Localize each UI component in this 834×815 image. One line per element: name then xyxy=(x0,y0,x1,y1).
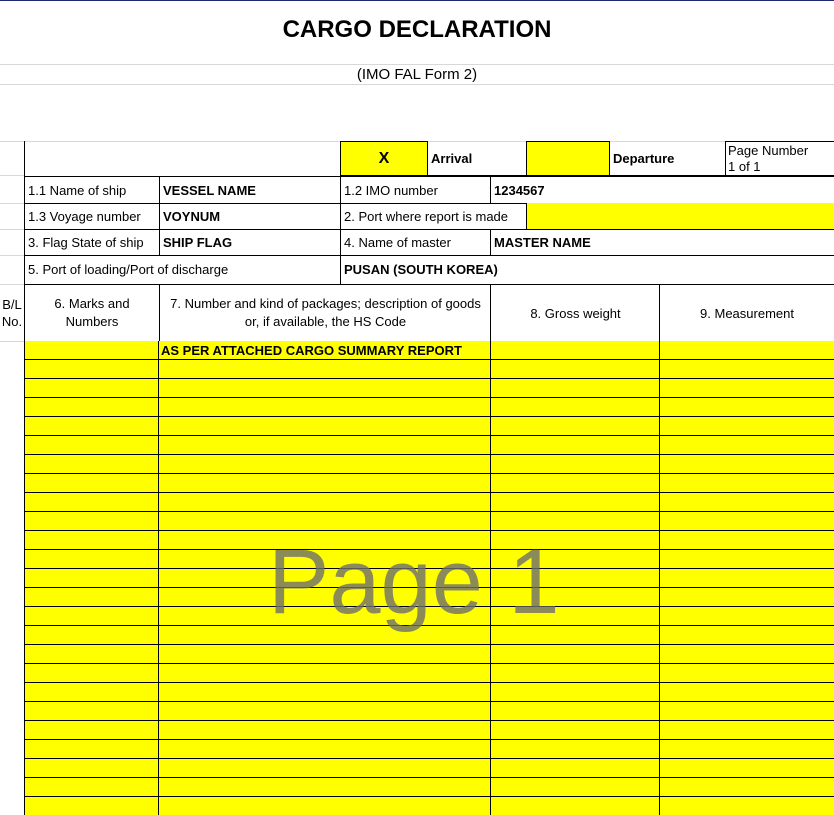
table-row[interactable] xyxy=(24,740,834,759)
marks-numbers-header xyxy=(24,284,159,342)
gridline xyxy=(0,64,834,65)
table-row[interactable] xyxy=(24,702,834,721)
table-row[interactable] xyxy=(24,759,834,778)
table-row[interactable] xyxy=(24,721,834,740)
port-loading-field[interactable]: PUSAN (SOUTH KOREA) xyxy=(340,255,834,285)
gridline xyxy=(0,255,24,256)
table-row[interactable] xyxy=(24,455,834,474)
page-title: CARGO DECLARATION xyxy=(282,16,552,43)
table-row[interactable] xyxy=(24,664,834,683)
column-divider xyxy=(24,341,25,815)
packages-header-line1: 7. Number and kind of packages; description of goods xyxy=(170,295,481,311)
table-row[interactable] xyxy=(24,512,834,531)
table-row[interactable] xyxy=(24,398,834,417)
page-number-label: Page Number xyxy=(728,143,809,158)
gridline xyxy=(0,175,24,176)
gridline xyxy=(0,341,24,342)
header-blank-cell xyxy=(24,141,340,176)
column-divider xyxy=(659,341,660,815)
table-row[interactable] xyxy=(24,778,834,797)
voyage-number-field[interactable]: VOYNUM xyxy=(159,203,340,230)
ship-name-field[interactable]: VESSEL NAME xyxy=(159,176,340,204)
gross-weight-header: 8. Gross weight xyxy=(490,284,660,342)
table-row[interactable] xyxy=(24,417,834,436)
master-name-field[interactable]: MASTER NAME xyxy=(490,229,834,256)
column-divider xyxy=(158,341,159,815)
bl-header-line2: No. xyxy=(1,313,23,329)
arrival-label: Arrival xyxy=(427,141,526,176)
table-row[interactable] xyxy=(24,360,834,379)
flag-state-label: 3. Flag State of ship xyxy=(24,229,159,256)
table-row[interactable] xyxy=(24,379,834,398)
page-watermark: Page 1 xyxy=(268,531,560,633)
page-number-value: 1 of 1 xyxy=(728,159,761,174)
gridline xyxy=(0,84,834,85)
voyage-number-label: 1.3 Voyage number xyxy=(24,203,159,230)
flag-state-field[interactable]: SHIP FLAG xyxy=(159,229,340,256)
bl-header-line1: B/L xyxy=(2,296,22,312)
top-border xyxy=(0,0,834,1)
table-row[interactable] xyxy=(24,645,834,664)
measurement-header: 9. Measurement xyxy=(659,284,834,342)
table-row[interactable] xyxy=(24,493,834,512)
ship-name-label: 1.1 Name of ship xyxy=(24,176,159,204)
port-loading-label: 5. Port of loading/Port of discharge xyxy=(24,255,340,285)
departure-checkbox[interactable] xyxy=(526,141,609,176)
master-name-label: 4. Name of master xyxy=(340,229,490,256)
port-of-report-label: 2. Port where report is made xyxy=(340,203,526,230)
imo-number-label: 1.2 IMO number xyxy=(340,176,490,204)
arrival-checkbox[interactable]: X xyxy=(340,141,427,176)
table-row[interactable] xyxy=(24,474,834,493)
port-of-report-field[interactable] xyxy=(526,203,834,230)
table-row[interactable] xyxy=(24,797,834,815)
form-subtitle: (IMO FAL Form 2) xyxy=(356,66,478,83)
marks-header-line1: 6. Marks and xyxy=(54,295,130,311)
imo-number-field[interactable]: 1234567 xyxy=(490,176,834,204)
page-number-cell xyxy=(725,141,834,176)
table-row[interactable] xyxy=(24,683,834,702)
gridline xyxy=(0,229,24,230)
table-row[interactable] xyxy=(24,436,834,455)
first-row-description[interactable]: AS PER ATTACHED CARGO SUMMARY REPORT xyxy=(161,343,462,358)
bl-number-header xyxy=(0,284,24,341)
packages-header-line2: or, if available, the HS Code xyxy=(244,313,407,329)
departure-label: Departure xyxy=(609,141,725,176)
gridline xyxy=(0,203,24,204)
packages-description-header xyxy=(159,284,491,342)
marks-header-line2: Numbers xyxy=(65,313,119,329)
